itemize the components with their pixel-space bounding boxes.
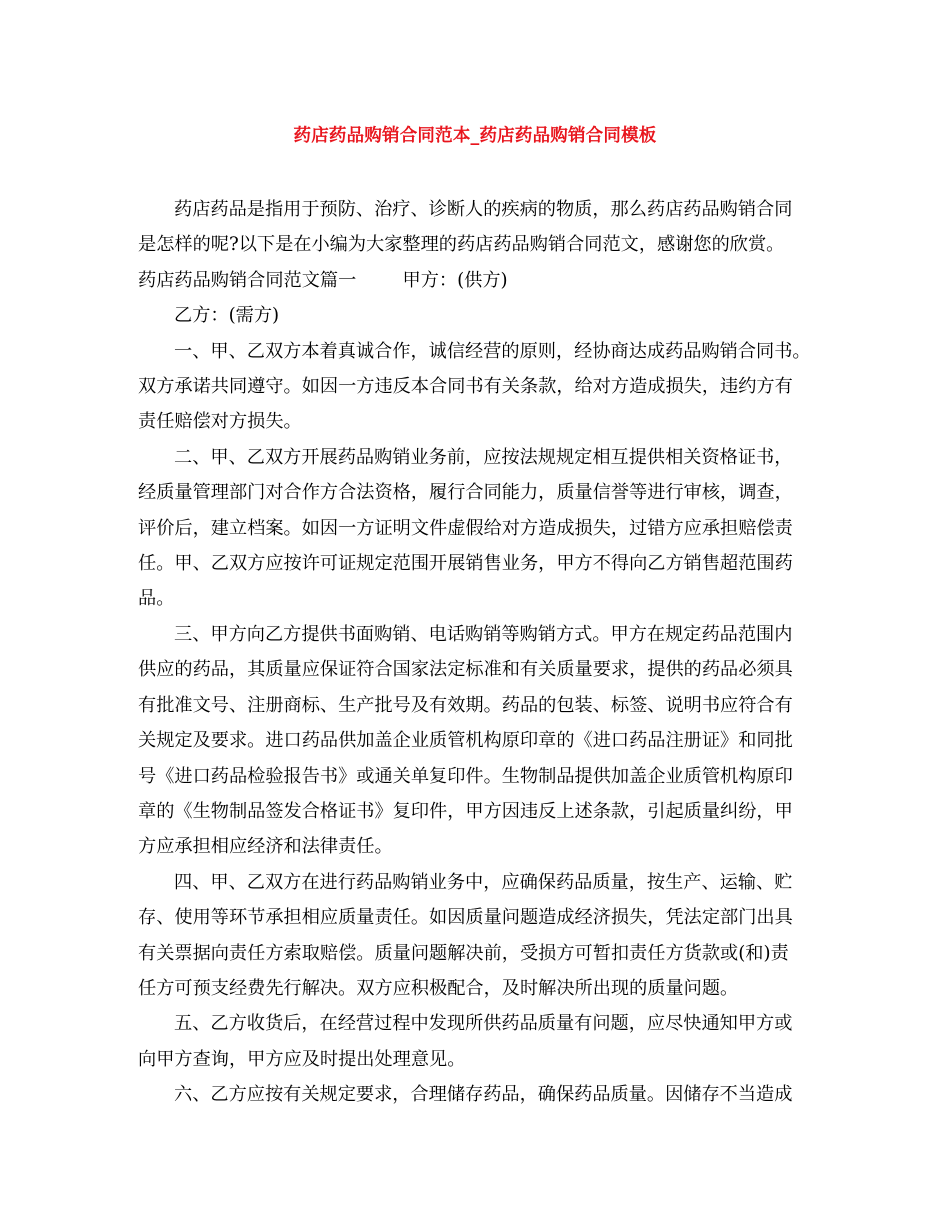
body-line: 一、甲、乙双方本着真诚合作，诚信经营的原则，经协商达成药品购销合同书。 bbox=[174, 340, 811, 362]
body-line: 双方承诺共同遵守。如因一方违反本合同书有关条款，给对方造成损失，违约方有 bbox=[138, 376, 793, 398]
body-line: 有关票据向责任方索取赔偿。质量问题解决前，受损方可暂扣责任方货款或(和)责 bbox=[138, 942, 789, 964]
body-line: 任。甲、乙双方应按许可证规定范围开展销售业务，甲方不得向乙方销售超范围药 bbox=[138, 553, 793, 575]
body-line: 五、乙方收货后，在经营过程中发现所供药品质量有问题，应尽快通知甲方或 bbox=[174, 1013, 793, 1035]
body-line: 方应承担相应经济和法律责任。 bbox=[138, 836, 393, 858]
body-line: 乙方：(需方) bbox=[174, 305, 280, 327]
body-line: 存、使用等环节承担相应质量责任。如因质量问题造成经济损失，凭法定部门出具 bbox=[138, 907, 793, 929]
body-line: 号《进口药品检验报告书》或通关单复印件。生物制品提供加盖企业质管机构原印 bbox=[138, 765, 793, 787]
document-body bbox=[138, 192, 828, 1113]
body-line: 品。 bbox=[138, 588, 175, 610]
body-line: 关规定及要求。进口药品供加盖企业质管机构原印章的《进口药品注册证》和同批 bbox=[138, 730, 793, 752]
body-line: 章的《生物制品签发合格证书》复印件，甲方因违反上述条款，引起质量纠纷，甲 bbox=[138, 800, 793, 822]
body-line: 有批准文号、注册商标、生产批号及有效期。药品的包装、标签、说明书应符合有 bbox=[138, 694, 793, 716]
body-line: 药店药品是指用于预防、治疗、诊断人的疾病的物质，那么药店药品购销合同 bbox=[174, 199, 793, 220]
body-line: 向甲方查询，甲方应及时提出处理意见。 bbox=[138, 1048, 466, 1070]
body-line: 二、甲、乙双方开展药品购销业务前，应按法规规定相互提供相关资格证书， bbox=[174, 446, 793, 468]
body-line: 经质量管理部门对合作方合法资格，履行合同能力，质量信誉等进行审核，调查， bbox=[138, 482, 793, 504]
body-line: 三、甲方向乙方提供书面购销、电话购销等购销方式。甲方在规定药品范围内 bbox=[174, 623, 793, 645]
body-line: 任方可预支经费先行解决。双方应积极配合，及时解决所出现的质量问题。 bbox=[138, 977, 739, 999]
body-line: 供应的药品，其质量应保证符合国家法定标准和有关质量要求，提供的药品必须具 bbox=[138, 659, 793, 681]
body-line: 药店药品购销合同范文篇一 甲方：(供方) bbox=[138, 269, 508, 291]
body-line: 六、乙方应按有关规定要求，合理储存药品，确保药品质量。因储存不当造成 bbox=[174, 1084, 793, 1106]
body-line: 责任赔偿对方损失。 bbox=[138, 411, 302, 433]
body-line: 四、甲、乙双方在进行药品购销业务中，应确保药品质量，按生产、运输、贮 bbox=[174, 871, 793, 893]
document-title: 药店药品购销合同范本_药店药品购销合同模板 bbox=[293, 126, 657, 146]
body-line: 是怎样的呢?以下是在小编为大家整理的药店药品购销合同范文，感谢您的欣赏。 bbox=[138, 234, 785, 256]
body-line: 评价后，建立档案。如因一方证明文件虚假给对方造成损失，过错方应承担赔偿责 bbox=[138, 517, 793, 539]
